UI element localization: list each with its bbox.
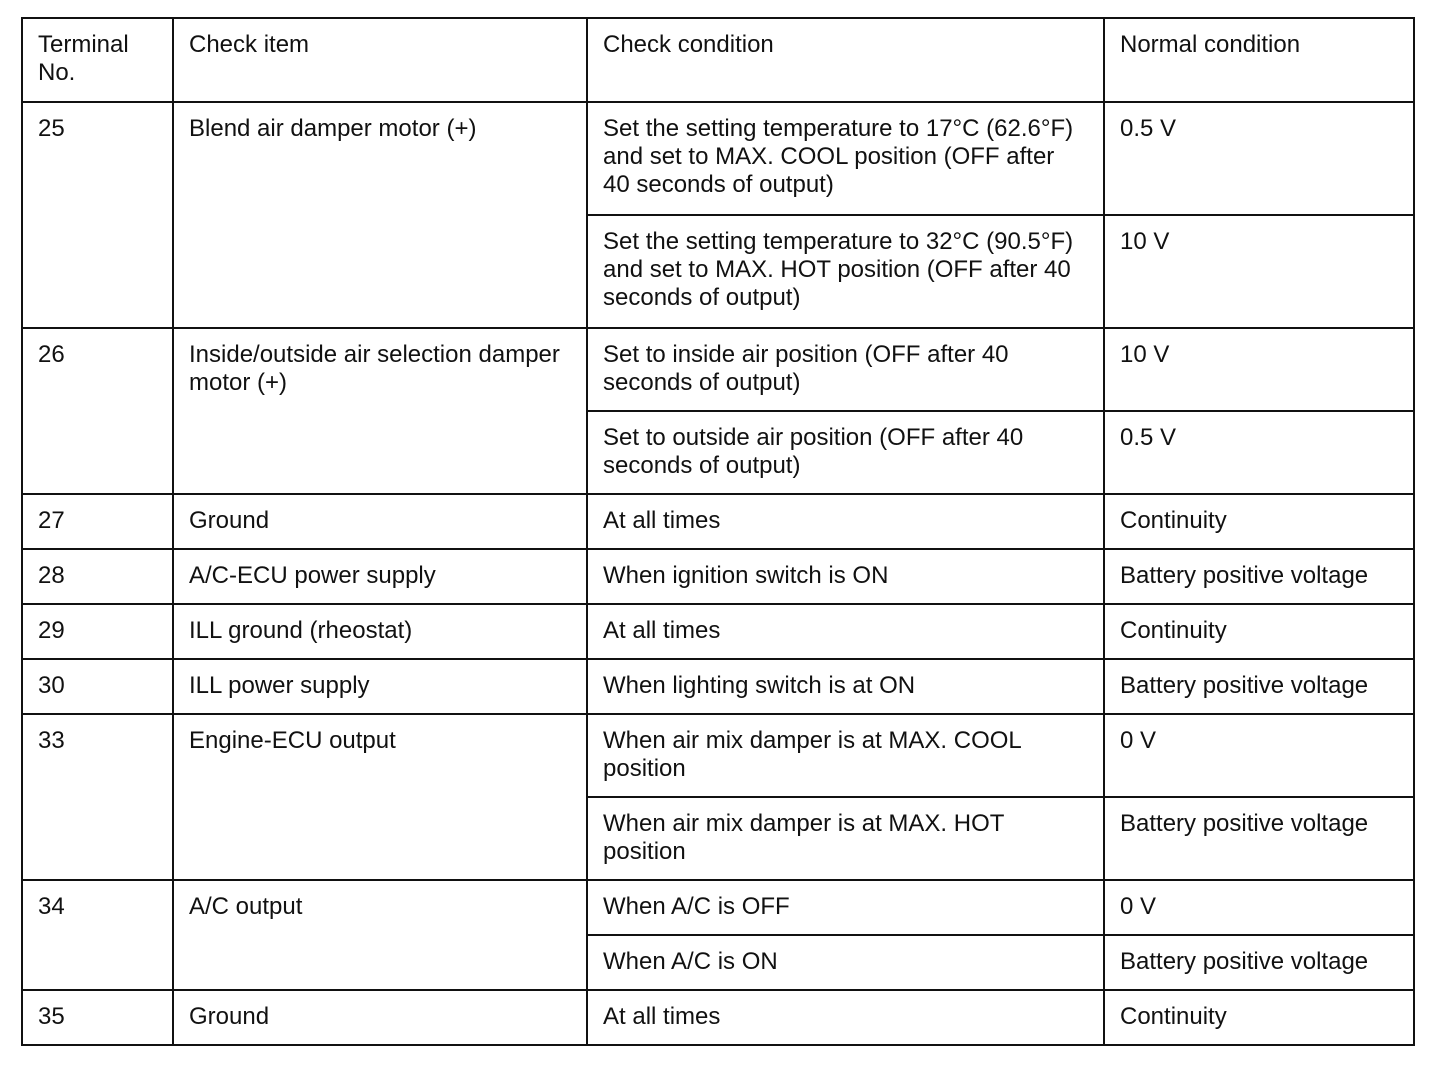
normal-condition: 10 V bbox=[1104, 328, 1414, 411]
terminal-number: 26 bbox=[22, 328, 173, 494]
check-condition: When air mix damper is at MAX. HOT position bbox=[587, 797, 1104, 880]
check-item: A/C-ECU power supply bbox=[173, 549, 587, 604]
check-item: ILL ground (rheostat) bbox=[173, 604, 587, 659]
normal-condition: 0.5 V bbox=[1104, 102, 1414, 215]
check-condition: When air mix damper is at MAX. COOL position bbox=[587, 714, 1104, 797]
check-item: ILL power supply bbox=[173, 659, 587, 714]
terminal-number: 28 bbox=[22, 549, 173, 604]
check-condition: When A/C is ON bbox=[587, 935, 1104, 990]
check-condition: Set to inside air position (OFF after 40 seconds of output) bbox=[587, 328, 1104, 411]
terminal-number: 33 bbox=[22, 714, 173, 880]
table-row bbox=[22, 714, 1414, 797]
check-condition: When ignition switch is ON bbox=[587, 549, 1104, 604]
normal-condition: 0.5 V bbox=[1104, 411, 1414, 494]
terminal-check-table-wrap bbox=[21, 17, 1415, 1046]
terminal-number: 29 bbox=[22, 604, 173, 659]
check-item: A/C output bbox=[173, 880, 587, 990]
check-item: Blend air damper motor (+) bbox=[173, 102, 587, 328]
check-condition: Set to outside air position (OFF after 40 seconds of output) bbox=[587, 411, 1104, 494]
table-row bbox=[22, 659, 1414, 714]
check-item: Ground bbox=[173, 494, 587, 549]
terminal-number: 25 bbox=[22, 102, 173, 328]
normal-condition: Battery positive voltage bbox=[1104, 935, 1414, 990]
header-check-condition: Check condition bbox=[587, 18, 1104, 102]
table-row bbox=[22, 328, 1414, 411]
normal-condition: Battery positive voltage bbox=[1104, 549, 1414, 604]
check-condition: When A/C is OFF bbox=[587, 880, 1104, 935]
table-row bbox=[22, 549, 1414, 604]
terminal-number: 27 bbox=[22, 494, 173, 549]
check-condition: At all times bbox=[587, 494, 1104, 549]
check-item: Inside/outside air selection damper motor (+) bbox=[173, 328, 587, 494]
table-row bbox=[22, 990, 1414, 1045]
normal-condition: Continuity bbox=[1104, 604, 1414, 659]
normal-condition: 10 V bbox=[1104, 215, 1414, 328]
normal-condition: Continuity bbox=[1104, 990, 1414, 1045]
header-check-item: Check item bbox=[173, 18, 587, 102]
table-row bbox=[22, 880, 1414, 935]
table-row bbox=[22, 102, 1414, 215]
check-item: Engine-ECU output bbox=[173, 714, 587, 880]
check-condition: Set the setting temperature to 32°C (90.5°F) and set to MAX. HOT position (OFF after 40 seconds of output) bbox=[587, 215, 1104, 328]
check-condition: At all times bbox=[587, 990, 1104, 1045]
check-condition: When lighting switch is at ON bbox=[587, 659, 1104, 714]
normal-condition: Battery positive voltage bbox=[1104, 659, 1414, 714]
terminal-number: 34 bbox=[22, 880, 173, 990]
terminal-number: 35 bbox=[22, 990, 173, 1045]
header-normal-condition: Normal condition bbox=[1104, 18, 1414, 102]
check-condition: At all times bbox=[587, 604, 1104, 659]
terminal-check-table bbox=[21, 17, 1415, 1046]
terminal-number: 30 bbox=[22, 659, 173, 714]
table-row bbox=[22, 604, 1414, 659]
table-header-row bbox=[22, 18, 1414, 102]
normal-condition: Continuity bbox=[1104, 494, 1414, 549]
header-terminal-no: Terminal No. bbox=[22, 18, 173, 102]
normal-condition: 0 V bbox=[1104, 880, 1414, 935]
normal-condition: Battery positive voltage bbox=[1104, 797, 1414, 880]
normal-condition: 0 V bbox=[1104, 714, 1414, 797]
check-item: Ground bbox=[173, 990, 587, 1045]
check-condition: Set the setting temperature to 17°C (62.6°F) and set to MAX. COOL position (OFF after 40 seconds of output) bbox=[587, 102, 1104, 215]
table-row bbox=[22, 494, 1414, 549]
